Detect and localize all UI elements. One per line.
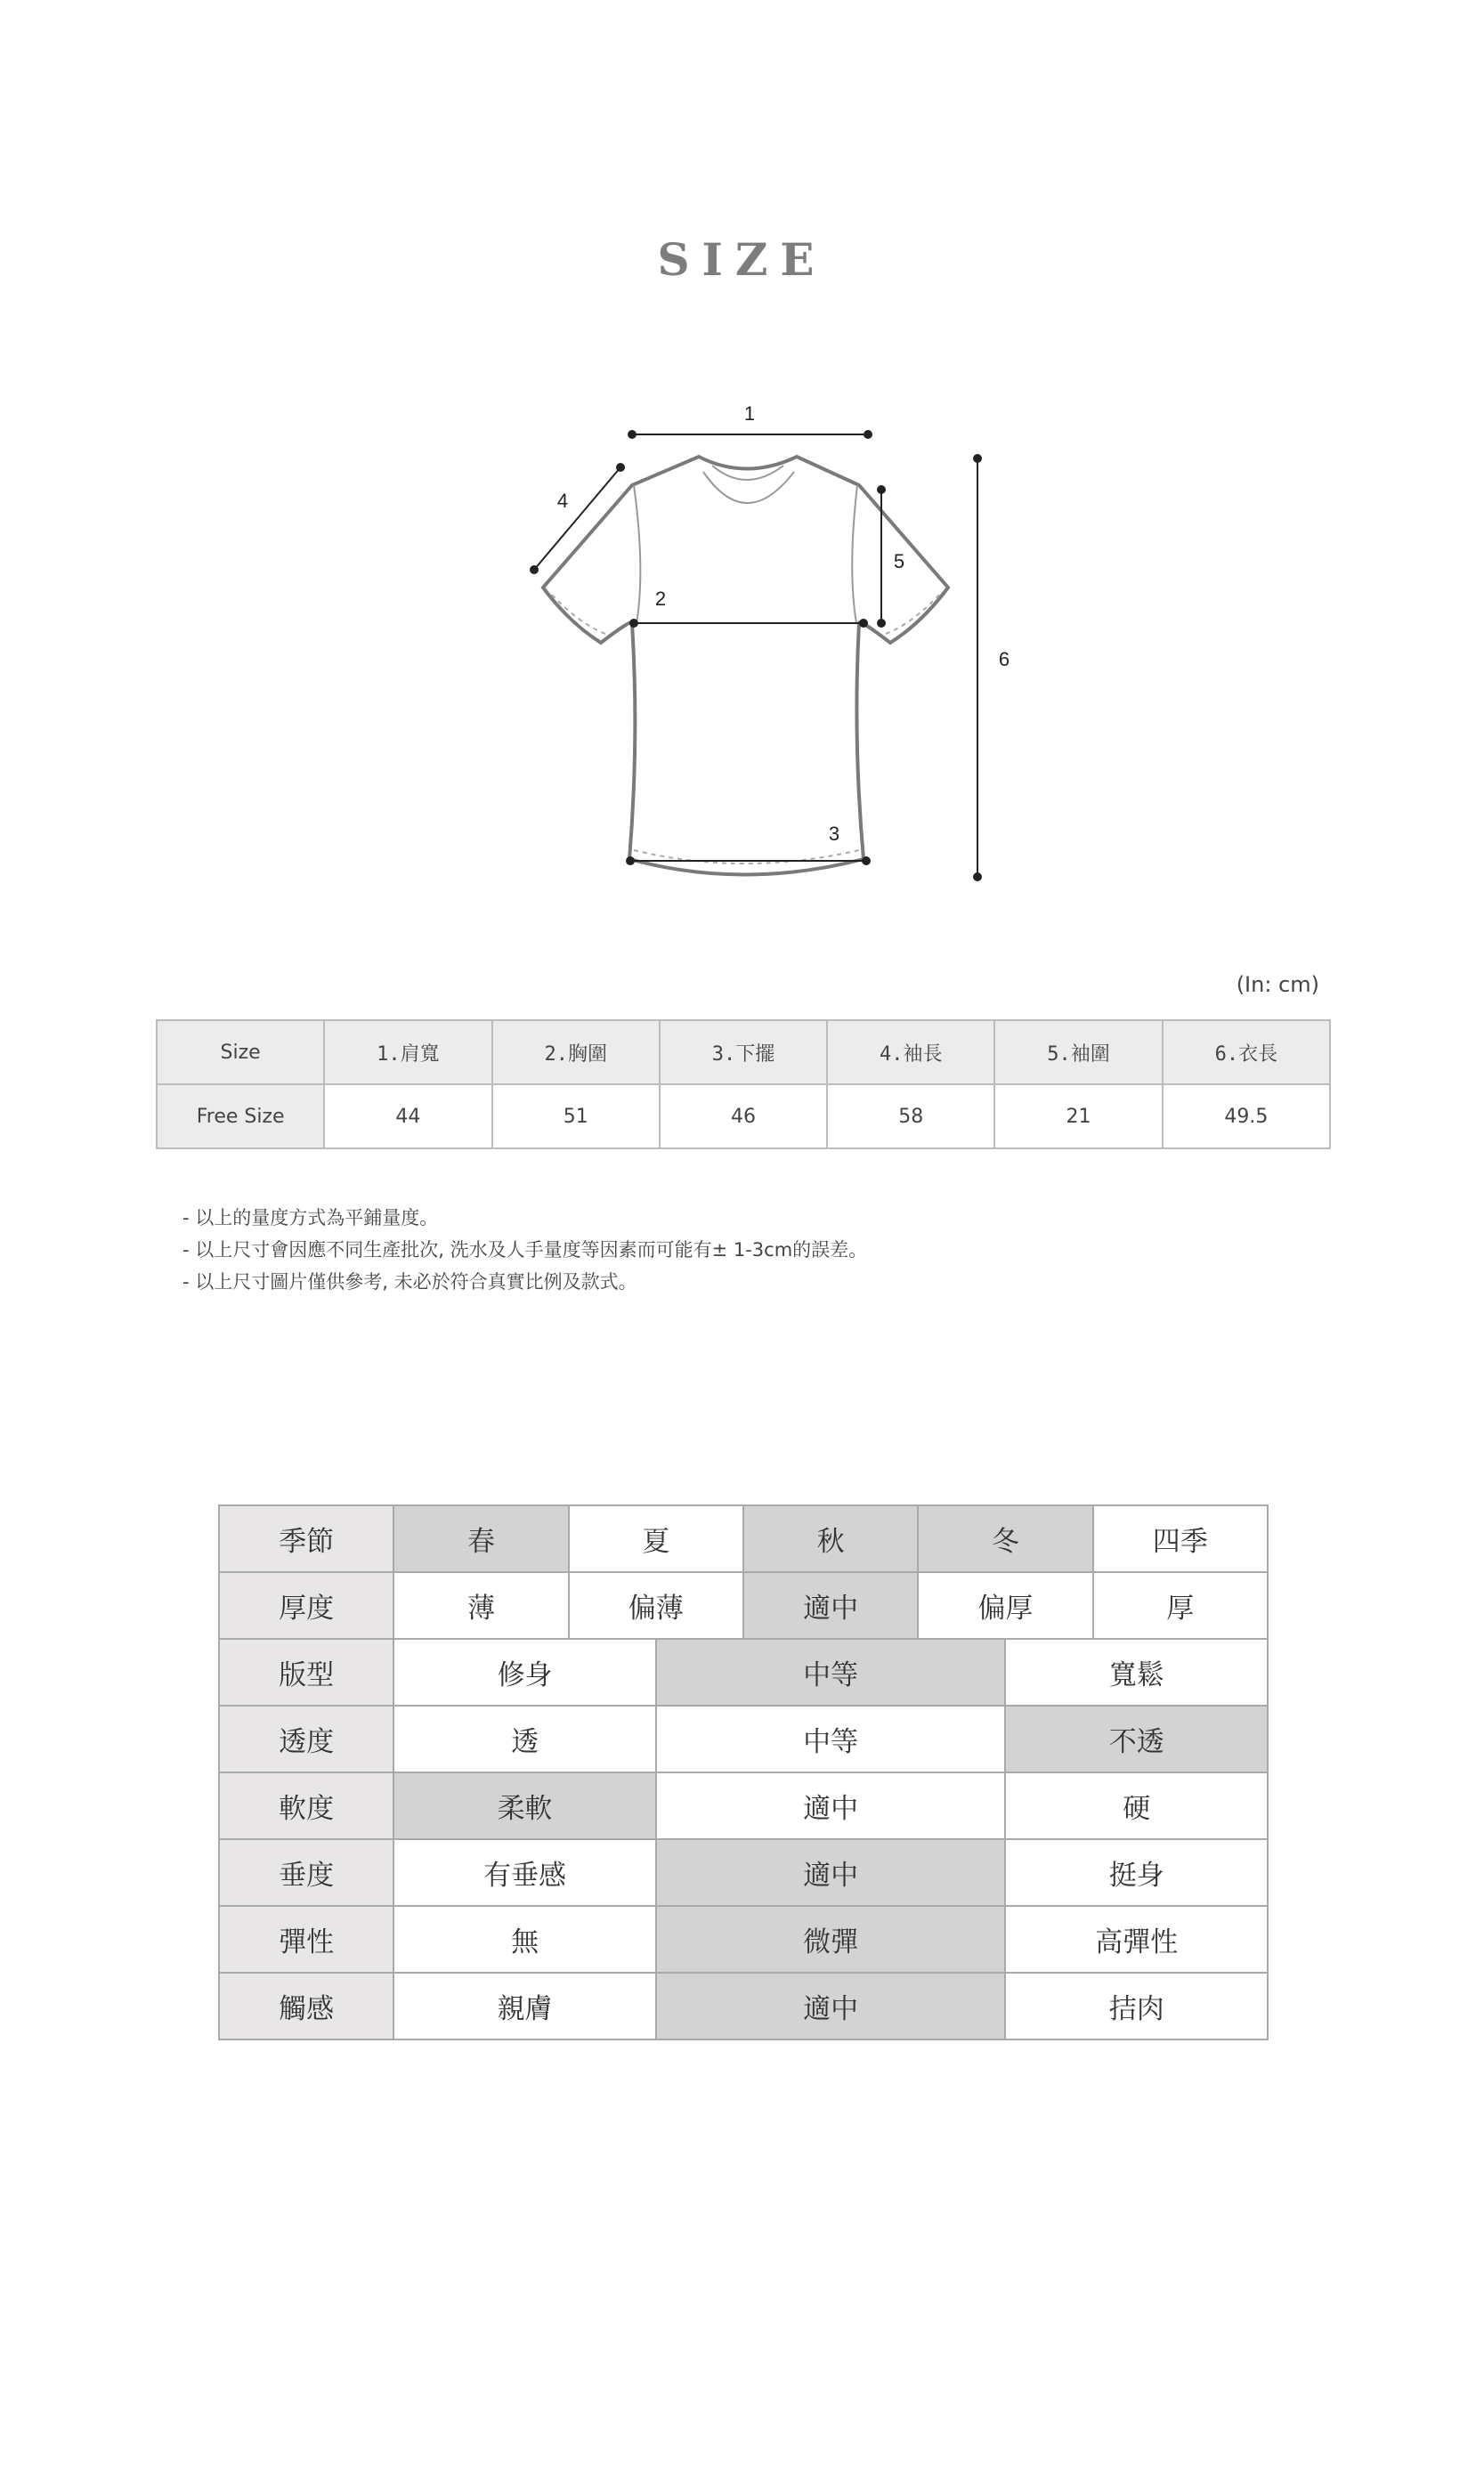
fabric-option-cell: 四季 xyxy=(1093,1505,1268,1572)
fabric-option-cell: 中等 xyxy=(656,1639,1006,1706)
size-value-cell: 58 xyxy=(827,1084,994,1148)
note-line: - 以上尺寸圖片僅供參考, 未必於符合真實比例及款式。 xyxy=(182,1271,637,1293)
fabric-row-label: 觸感 xyxy=(219,1973,393,2039)
size-header-cell: 4.袖長 xyxy=(827,1020,994,1084)
measure-line-4 xyxy=(534,467,620,570)
fabric-option-cell: 偏厚 xyxy=(918,1572,1092,1639)
size-row-label: Free Size xyxy=(157,1084,324,1148)
table-row xyxy=(219,1973,1268,2039)
size-table xyxy=(156,1019,1331,1149)
size-value-cell: 44 xyxy=(324,1084,491,1148)
tshirt-measurement-diagram xyxy=(0,0,1484,944)
size-header-cell: 1.肩寬 xyxy=(324,1020,491,1084)
size-header-cell: 2.胸圍 xyxy=(492,1020,660,1084)
fabric-option-cell: 適中 xyxy=(656,1772,1006,1839)
table-row xyxy=(219,1572,1268,1639)
fabric-row-label: 版型 xyxy=(219,1639,393,1706)
size-table-header xyxy=(157,1020,1330,1084)
size-header-cell: 6.衣長 xyxy=(1163,1020,1330,1084)
collar-band xyxy=(703,472,794,503)
size-value-cell: 21 xyxy=(994,1084,1162,1148)
fabric-option-cell: 親膚 xyxy=(393,1973,655,2039)
fabric-option-cell: 修身 xyxy=(393,1639,655,1706)
fabric-option-cell: 秋 xyxy=(743,1505,918,1572)
table-row xyxy=(219,1906,1268,1973)
fabric-option-cell: 寬鬆 xyxy=(1005,1639,1268,1706)
measure-label-3: 3 xyxy=(828,823,840,845)
fabric-row-label: 季節 xyxy=(219,1505,393,1572)
fabric-option-cell: 有垂感 xyxy=(393,1839,655,1906)
unit-label: (In: cm) xyxy=(1236,972,1319,997)
fabric-option-cell: 無 xyxy=(393,1906,655,1973)
size-value-cell: 51 xyxy=(492,1084,660,1148)
table-row xyxy=(219,1772,1268,1839)
measure-label-1: 1 xyxy=(743,402,756,425)
fabric-option-cell: 厚 xyxy=(1093,1572,1268,1639)
fabric-option-cell: 柔軟 xyxy=(393,1772,655,1839)
size-value-cell: 46 xyxy=(660,1084,827,1148)
size-header-cell: 5.袖圍 xyxy=(994,1020,1162,1084)
fabric-option-cell: 春 xyxy=(393,1505,568,1572)
fabric-option-cell: 偏薄 xyxy=(569,1572,743,1639)
fabric-row-label: 軟度 xyxy=(219,1772,393,1839)
table-row xyxy=(219,1639,1268,1706)
fabric-option-cell: 硬 xyxy=(1005,1772,1268,1839)
measure-label-2: 2 xyxy=(654,588,667,610)
fabric-row-label: 垂度 xyxy=(219,1839,393,1906)
fabric-row-label: 厚度 xyxy=(219,1572,393,1639)
table-row xyxy=(219,1839,1268,1906)
fabric-option-cell: 高彈性 xyxy=(1005,1906,1268,1973)
note-line: - 以上尺寸會因應不同生產批次, 洗水及人手量度等因素而可能有± 1-3cm的誤差。 xyxy=(182,1239,868,1261)
measure-label-4: 4 xyxy=(556,490,569,512)
measurement-notes xyxy=(182,1202,867,1298)
fabric-option-cell: 薄 xyxy=(393,1572,568,1639)
fabric-option-cell: 中等 xyxy=(656,1706,1006,1772)
table-row xyxy=(157,1084,1330,1148)
fabric-option-cell: 適中 xyxy=(656,1839,1006,1906)
fabric-option-cell: 適中 xyxy=(743,1572,918,1639)
size-header-cell: Size xyxy=(157,1020,324,1084)
fabric-row-label: 彈性 xyxy=(219,1906,393,1973)
fabric-option-cell: 冬 xyxy=(918,1505,1092,1572)
fabric-option-cell: 挺身 xyxy=(1005,1839,1268,1906)
table-row xyxy=(219,1505,1268,1572)
size-value-cell: 49.5 xyxy=(1163,1084,1330,1148)
table-row xyxy=(219,1706,1268,1772)
measure-label-5: 5 xyxy=(893,550,905,572)
fabric-option-cell: 不透 xyxy=(1005,1706,1268,1772)
page-title: SIZE xyxy=(657,233,827,286)
fabric-properties-table xyxy=(218,1504,1269,2040)
fabric-option-cell: 透 xyxy=(393,1706,655,1772)
fabric-row-label: 透度 xyxy=(219,1706,393,1772)
note-line: - 以上的量度方式為平鋪量度。 xyxy=(182,1207,439,1228)
fabric-option-cell: 適中 xyxy=(656,1973,1006,2039)
measure-label-6: 6 xyxy=(998,648,1010,670)
fabric-option-cell: 夏 xyxy=(569,1505,743,1572)
fabric-option-cell: 微彈 xyxy=(656,1906,1006,1973)
armhole-right xyxy=(852,485,857,623)
armhole-left xyxy=(634,485,640,623)
fabric-option-cell: 拮肉 xyxy=(1005,1973,1268,2039)
size-header-cell: 3.下擺 xyxy=(660,1020,827,1084)
tshirt-outline xyxy=(543,457,948,875)
